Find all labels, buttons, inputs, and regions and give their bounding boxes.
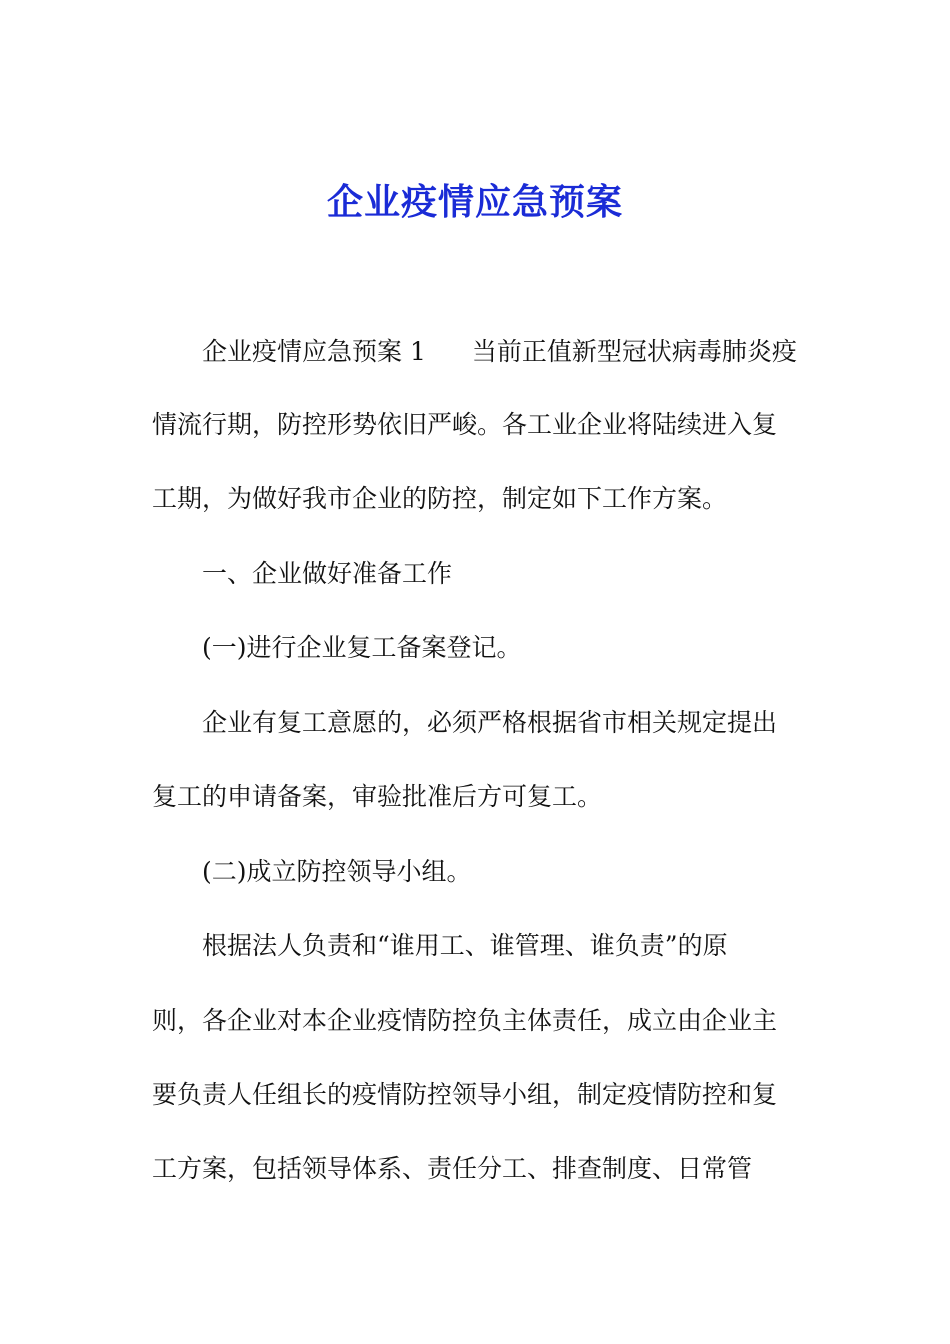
paragraph-line: 复工的申请备案，审验批准后方可复工。 — [152, 782, 603, 811]
paragraph-line: 企业有复工意愿的，必须严格根据省市相关规定提出 — [202, 708, 778, 737]
document-title: 企业疫情应急预案 — [326, 181, 623, 223]
subsection-heading: (一)进行企业复工备案登记。 — [202, 633, 522, 662]
paragraph-line: 工方案，包括领导体系、责任分工、排查制度、日常管 — [152, 1154, 753, 1183]
paragraph-line: 要负责人任组长的疫情防控领导小组，制定疫情防控和复 — [152, 1080, 778, 1109]
paragraph-line — [202, 334, 797, 370]
paragraph-line: 工期，为做好我市企业的防控，制定如下工作方案。 — [152, 484, 728, 513]
section-heading: 一、企业做好准备工作 — [202, 559, 453, 588]
intro-text: 当前正值新型冠状病毒肺炎疫 — [471, 337, 797, 366]
paragraph-line: 情流行期，防控形势依旧严峻。各工业企业将陆续进入复 — [152, 410, 778, 439]
paragraph-line: 根据法人负责和“谁用工、谁管理、谁负责”的原 — [202, 931, 728, 960]
subsection-heading: (二)成立防控领导小组。 — [202, 857, 472, 886]
paragraph-line: 则，各企业对本企业疫情防控负主体责任，成立由企业主 — [152, 1006, 778, 1035]
intro-label: 企业疫情应急预案 1 — [202, 337, 426, 366]
